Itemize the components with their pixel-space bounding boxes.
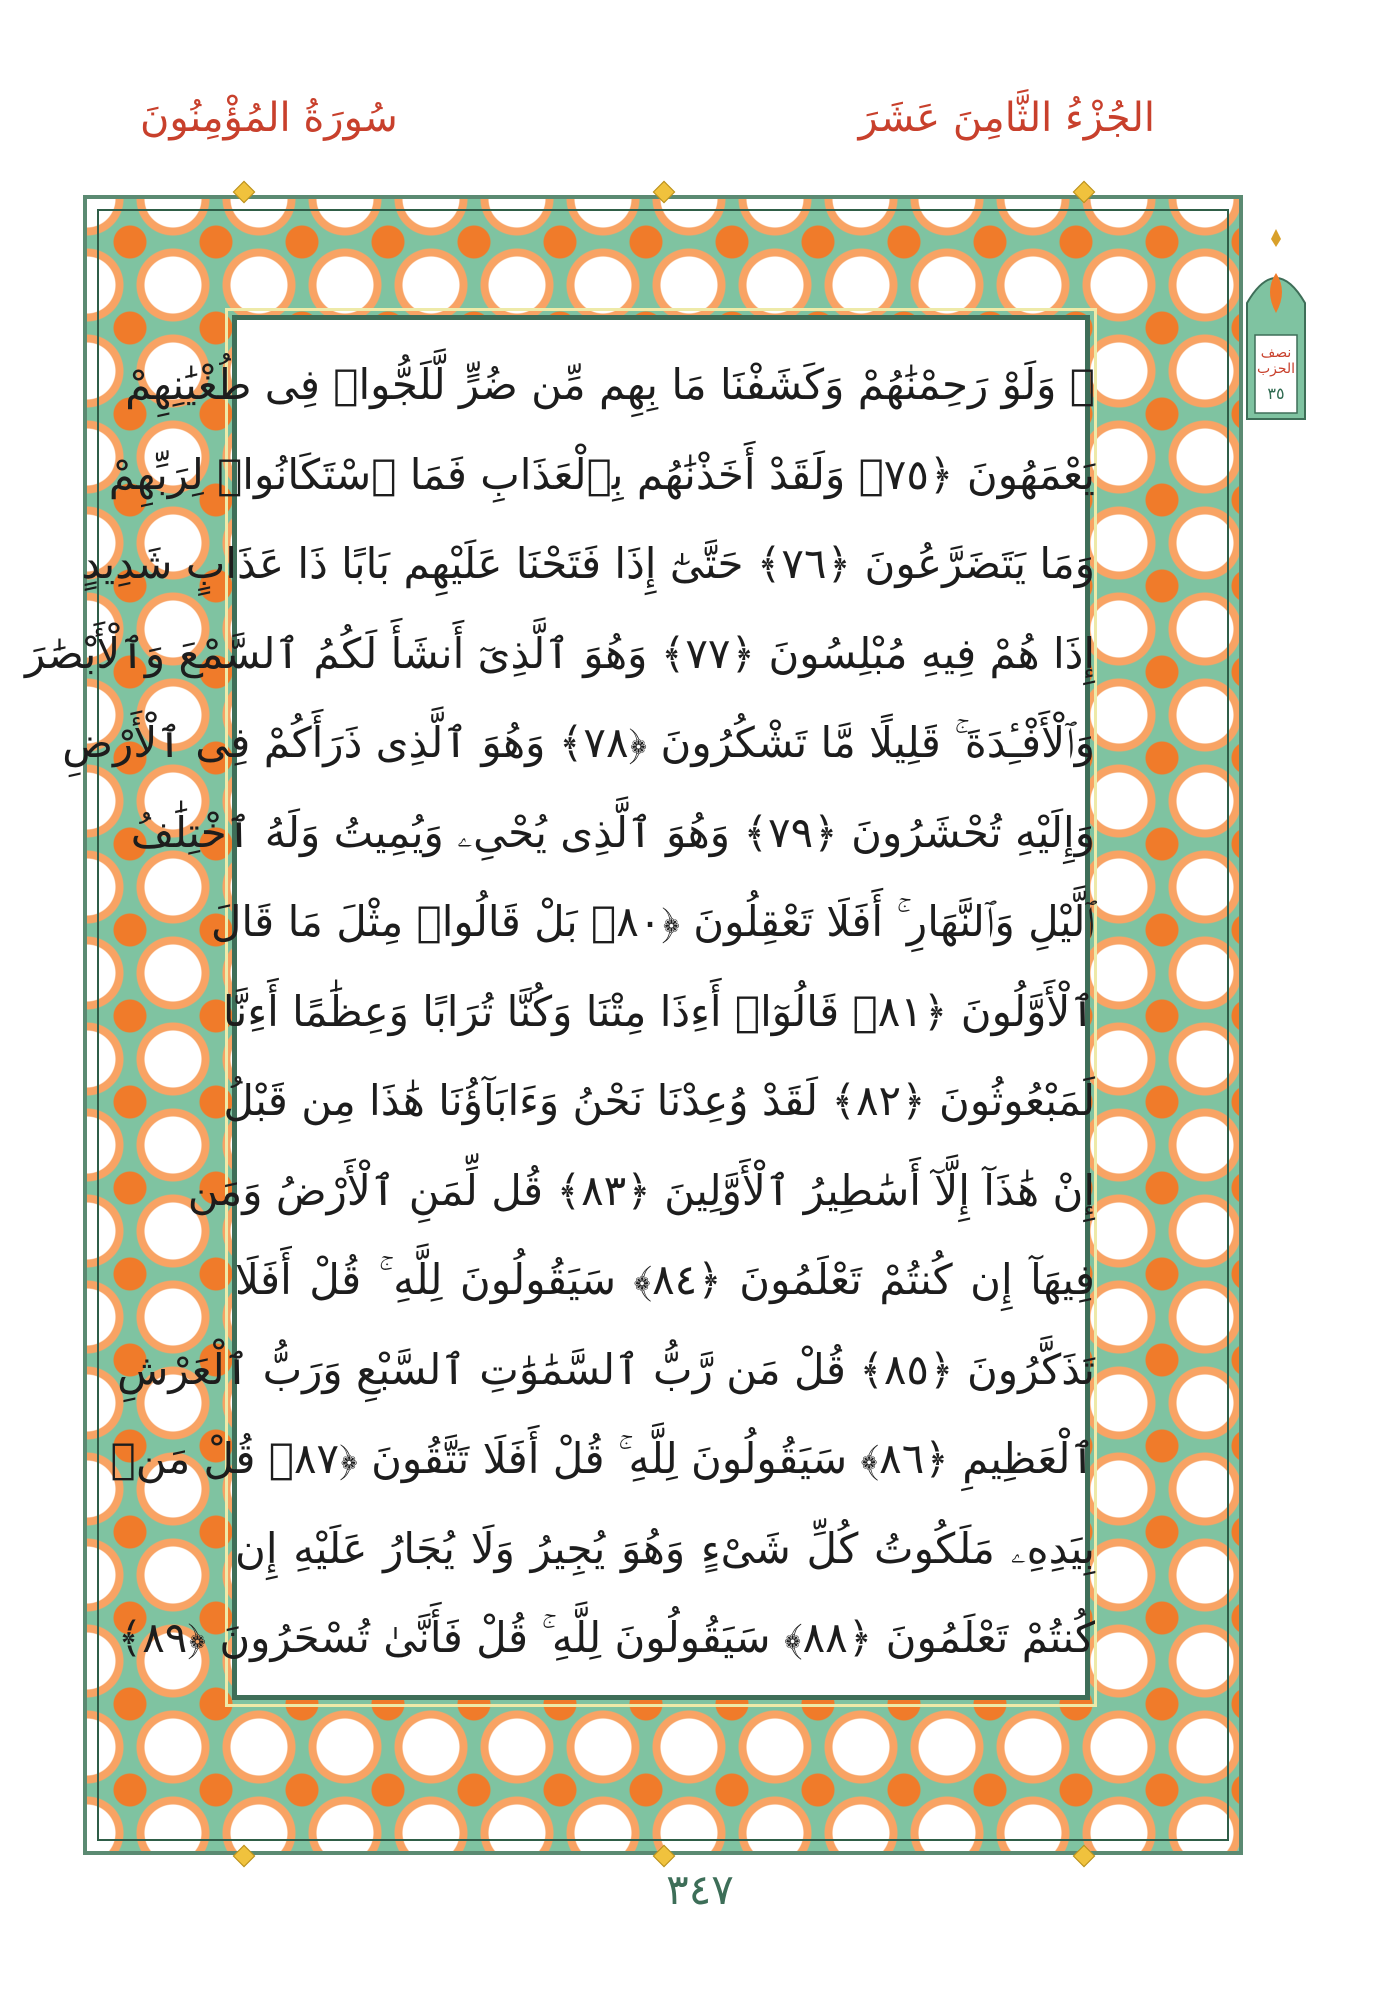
text-line: تَذَكَّرُونَ ﴿٨٥﴾ قُلْ مَن رَّبُّ ٱلسَّمَٰوَٰتِ ٱلسَّبْعِ وَرَبُّ ٱلْعَرْشِ [117, 1344, 1095, 1394]
text-line: وَٱلْأَفْـِٔدَةَ ۚ قَلِيلًا مَّا تَشْكُرُونَ ﴿٧٨﴾ وَهُوَ ٱلَّذِى ذَرَأَكُمْ فِى ٱلْأَرْضِ [62, 718, 1095, 767]
surah-header: سُورَةُ المُؤْمِنُونَ [140, 95, 398, 141]
text-line: وَإِلَيْهِ تُحْشَرُونَ ﴿٧٩﴾ وَهُوَ ٱلَّذِى يُحْىِۦ وَيُمِيتُ وَلَهُ ٱخْتِلَٰفُ [130, 807, 1095, 857]
text-line: لَمَبْعُوثُونَ ﴿٨٢﴾ لَقَدْ وُعِدْنَا نَحْنُ وَءَابَآؤُنَا هَٰذَا مِن قَبْلُ [223, 1076, 1095, 1125]
text-line: ٱلْعَظِيمِ ﴿٨٦﴾ سَيَقُولُونَ لِلَّهِ ۚ قُلْ أَفَلَا تَتَّقُونَ ﴿٨٧﴾ قُلْ مَنۢ [110, 1434, 1095, 1483]
text-line: يَعْمَهُونَ ﴿٧٥﴾ وَلَقَدْ أَخَذْنَٰهُم بِٱلْعَذَابِ فَمَا ٱسْتَكَانُوا۟ لِرَبِّهِمْ [108, 449, 1095, 499]
juz-header: الجُزْءُ الثَّامِنَ عَشَرَ [858, 95, 1155, 141]
text-line: فِيهَآ إِن كُنتُمْ تَعْلَمُونَ ﴿٨٤﴾ سَيَقُولُونَ لِلَّهِ ۚ قُلْ أَفَلَا [235, 1255, 1095, 1304]
text-line: ۞ وَلَوْ رَحِمْنَٰهُمْ وَكَشَفْنَا مَا بِهِم مِّن ضُرٍّ لَّلَجُّوا۟ فِى طُغْيَٰنِهِمْ [125, 360, 1095, 409]
text-line: ٱلْأَوَّلُونَ ﴿٨١﴾ قَالُوٓا۟ أَءِذَا مِتْنَا وَكُنَّا تُرَابًا وَعِظَٰمًا أَءِنَّا [222, 986, 1095, 1036]
text-line: وَمَا يَتَضَرَّعُونَ ﴿٧٦﴾ حَتَّىٰٓ إِذَا فَتَحْنَا عَلَيْهِم بَابًا ذَا عَذَابٍ شَدِيدٍ [81, 539, 1095, 588]
text-line: كُنتُمْ تَعْلَمُونَ ﴿٨٨﴾ سَيَقُولُونَ لِلَّهِ ۚ قُلْ فَأَنَّىٰ تُسْحَرُونَ ﴿٨٩﴾ [117, 1613, 1095, 1662]
hizb-label: نصف الحزب [1256, 345, 1296, 377]
text-line: ٱلَّيْلِ وَٱلنَّهَارِ ۚ أَفَلَا تَعْقِلُونَ ﴿٨٠﴾ بَلْ قَالُوا۟ مِثْلَ مَا قَالَ [210, 897, 1095, 946]
text-line: إِذَا هُمْ فِيهِ مُبْلِسُونَ ﴿٧٧﴾ وَهُوَ ٱلَّذِىٓ أَنشَأَ لَكُمُ ٱلسَّمْعَ وَٱلْأَبْصَٰرَ [24, 628, 1095, 678]
page-number: ٣٤٧ [666, 1865, 734, 1914]
quran-text [24, 340, 1095, 1683]
hizb-number: ٣٥ [1267, 384, 1285, 403]
text-line: إِنْ هَٰذَآ إِلَّآ أَسَٰطِيرُ ٱلْأَوَّلِينَ ﴿٨٣﴾ قُل لِّمَنِ ٱلْأَرْضُ وَمَن [187, 1165, 1095, 1215]
text-line: بِيَدِهِۦ مَلَكُوتُ كُلِّ شَىْءٍ وَهُوَ يُجِيرُ وَلَا يُجَارُ عَلَيْهِ إِن [235, 1523, 1095, 1573]
